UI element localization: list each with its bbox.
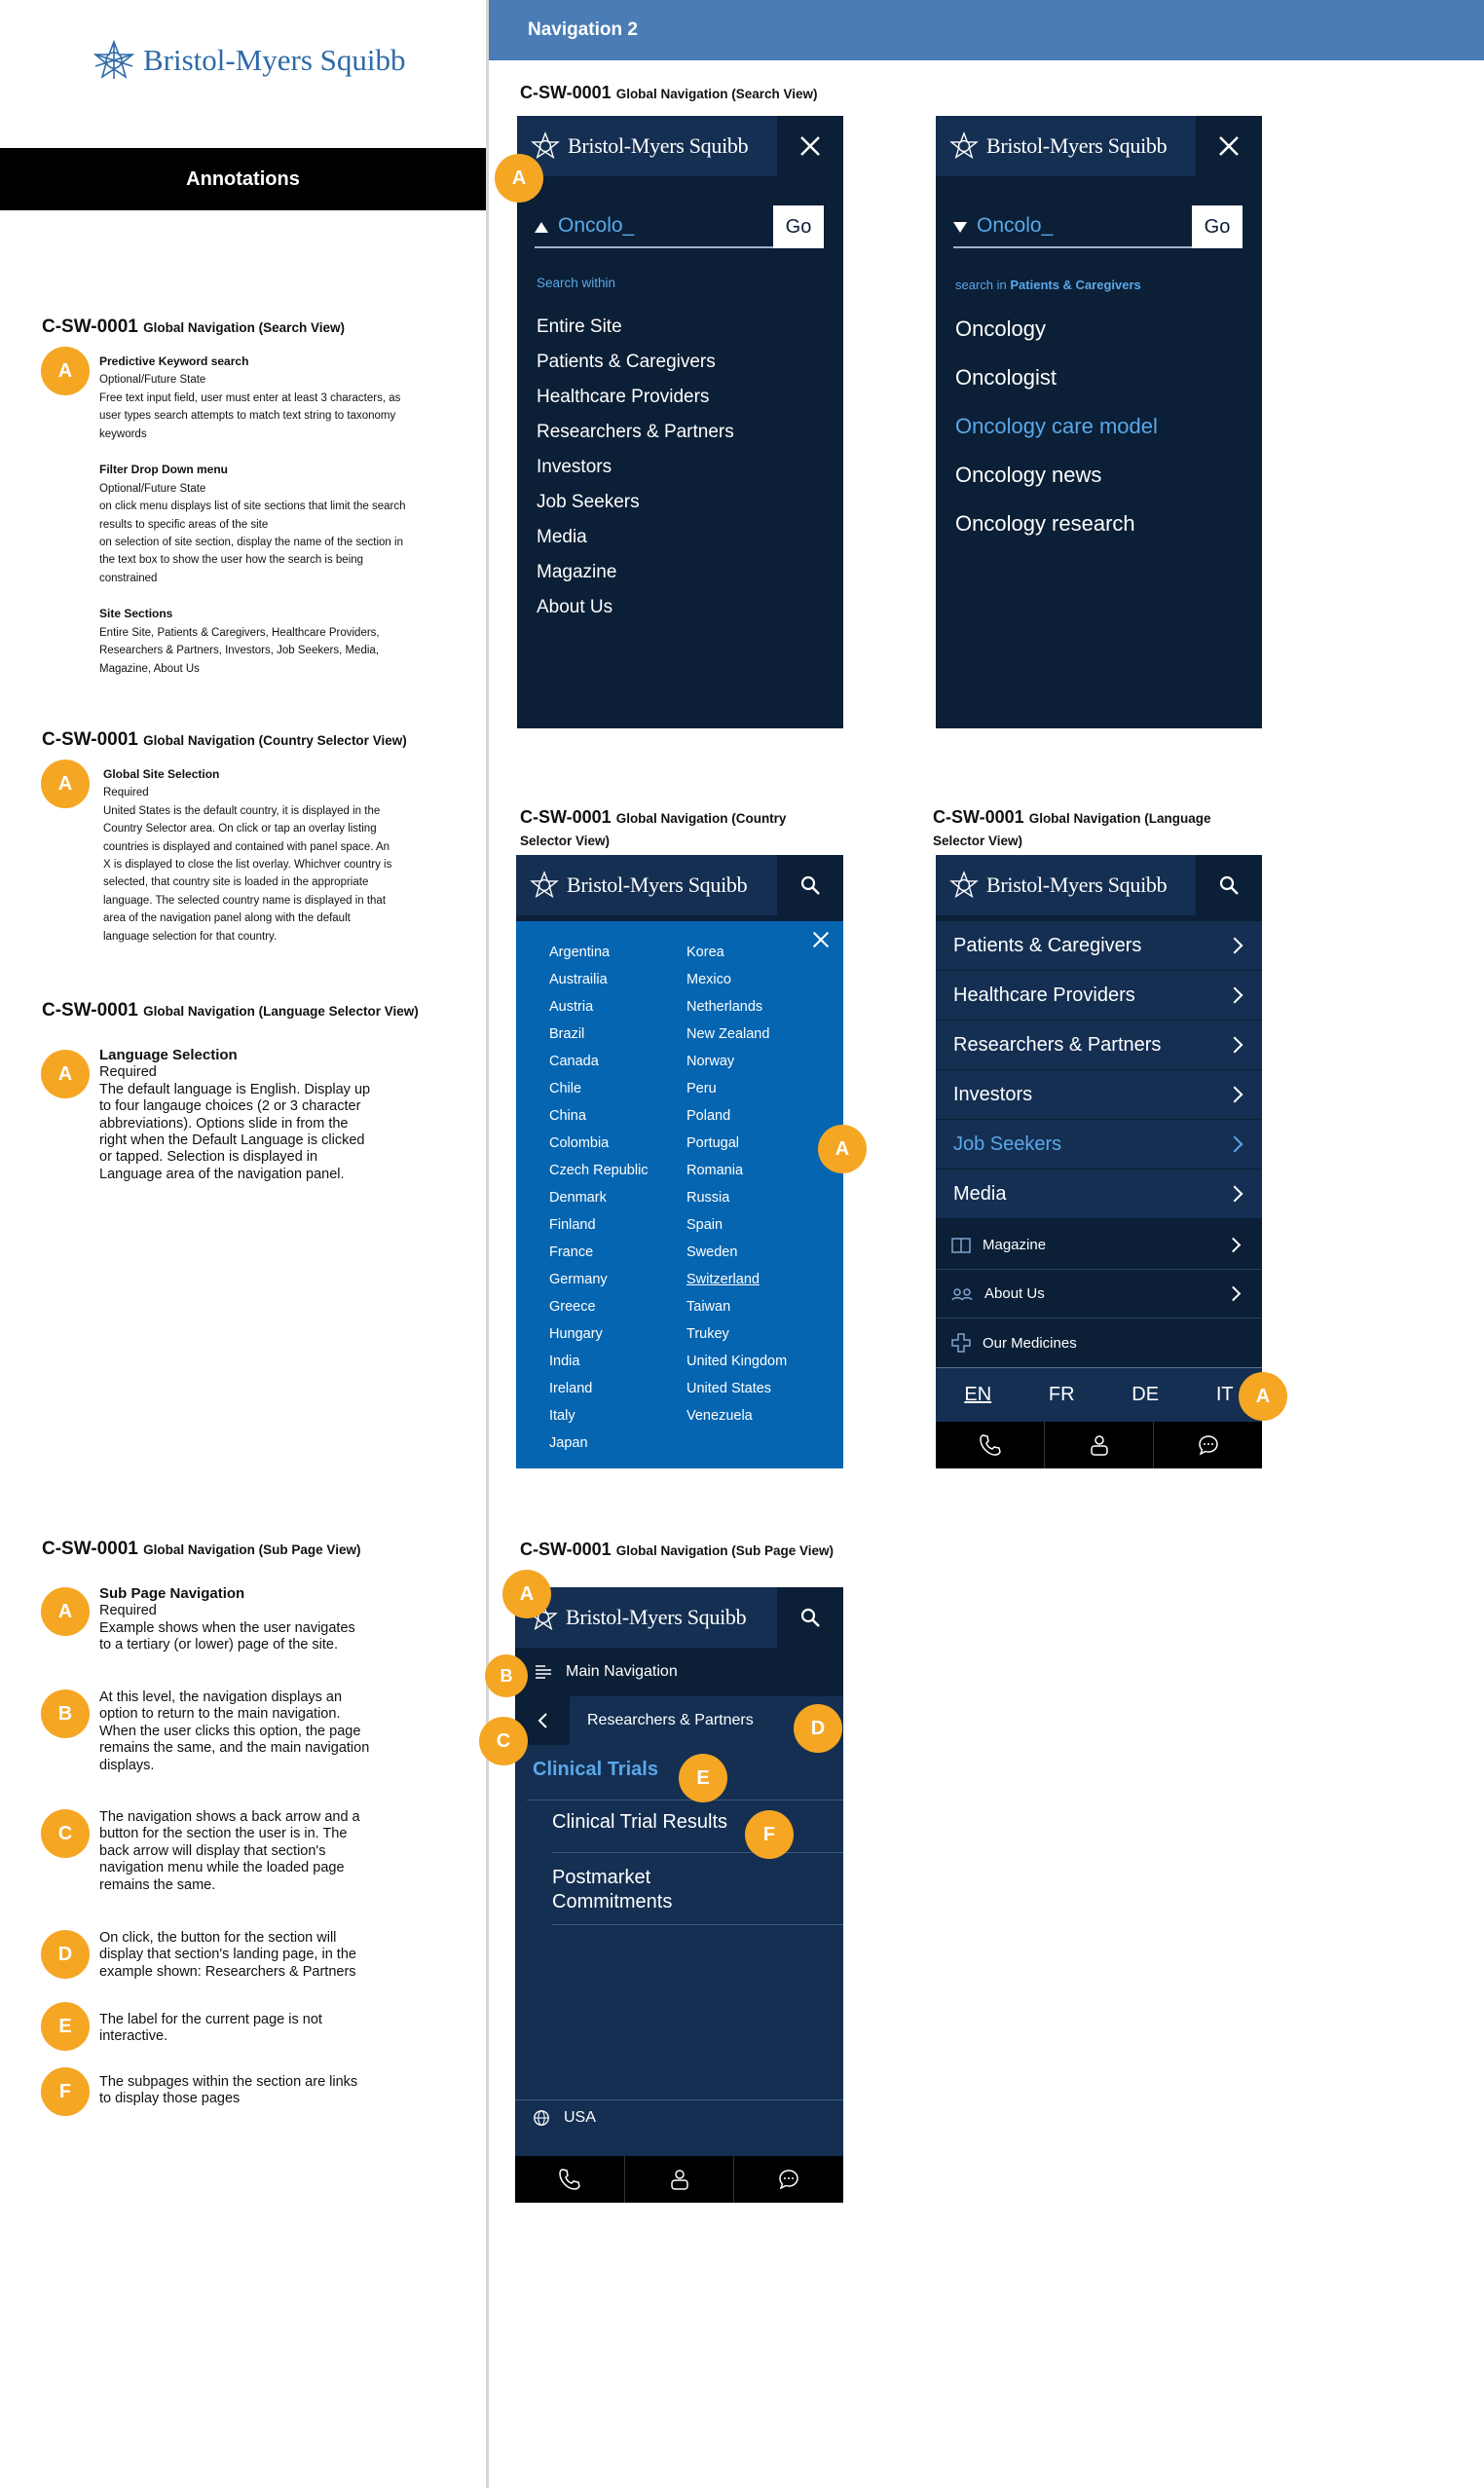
nav-item-patients[interactable]: Patients & Caregivers bbox=[936, 921, 1262, 971]
person-icon bbox=[1088, 1433, 1111, 1457]
country-option[interactable]: Finland bbox=[549, 1217, 596, 1233]
bms-wordmark: Bristol-Myers Squibb bbox=[986, 133, 1168, 158]
country-option[interactable]: Poland bbox=[686, 1108, 731, 1124]
badge-d: D bbox=[41, 1930, 90, 1979]
chevron-right-icon bbox=[1227, 938, 1243, 954]
country-option[interactable]: United Kingdom bbox=[686, 1354, 788, 1369]
go-button[interactable]: Go bbox=[773, 205, 824, 248]
country-option[interactable]: Romania bbox=[686, 1163, 744, 1178]
search-row bbox=[535, 205, 824, 250]
nav-item-media[interactable]: Media bbox=[936, 1170, 1262, 1219]
country-option[interactable]: Argentina bbox=[549, 945, 611, 960]
country-option[interactable]: Hungary bbox=[549, 1326, 603, 1342]
bms-logo bbox=[531, 131, 748, 161]
nav-header bbox=[936, 116, 1262, 176]
page-header bbox=[489, 0, 1484, 60]
search-result[interactable]: Oncology research bbox=[955, 511, 1135, 536]
badge-c: C bbox=[41, 1809, 90, 1858]
bms-wordmark: Bristol-Myers Squibb bbox=[568, 133, 749, 158]
country-option[interactable]: Ireland bbox=[549, 1381, 593, 1396]
search-icon bbox=[799, 874, 821, 896]
bms-star-icon bbox=[531, 131, 560, 161]
country-option[interactable]: Colombia bbox=[549, 1135, 610, 1151]
badge-b: B bbox=[485, 1654, 528, 1697]
bms-star-icon bbox=[93, 39, 135, 82]
language-selector bbox=[936, 1367, 1262, 1422]
bms-logo bbox=[949, 871, 1167, 900]
divider bbox=[515, 2099, 843, 2100]
utility-footer bbox=[515, 2156, 843, 2203]
country-option[interactable]: Trukey bbox=[686, 1326, 729, 1342]
phone-button[interactable] bbox=[515, 2156, 625, 2203]
lang-de[interactable]: DE bbox=[1132, 1384, 1160, 1405]
section-option[interactable]: Investors bbox=[537, 457, 612, 477]
badge-a: A bbox=[1239, 1372, 1287, 1421]
chevron-right-icon bbox=[1227, 987, 1243, 1004]
chevron-right-icon bbox=[1227, 1186, 1243, 1203]
country-option[interactable]: Japan bbox=[549, 1435, 588, 1451]
search-input[interactable]: Oncolo_ bbox=[558, 214, 635, 237]
search-underline bbox=[953, 246, 1194, 248]
chat-button[interactable] bbox=[734, 2156, 843, 2203]
section-option[interactable]: Magazine bbox=[537, 562, 617, 582]
bms-logo bbox=[530, 871, 747, 900]
search-button[interactable] bbox=[777, 855, 843, 915]
badge-a: A bbox=[818, 1125, 867, 1173]
search-view-note: Predictive Keyword search Optional/Future State Free text input field, user must enter at least 3 characters, as user types search attempts to match text string to taxonomy keywords Filter Drop Down menu Optional/Future State on click menu displays list of site sections that limit the search results to specific areas of the site on selection of site section, display the name of the section in the text box to show the user how the search is being constrained Site Sections Entire Site, Patients & Caregivers, Healthcare Providers, Researchers & Partners, Investors, Job Seekers, Media, Magazine, About Us bbox=[99, 354, 406, 675]
main-navigation-button[interactable]: Main Navigation bbox=[515, 1648, 843, 1696]
nav-item-about-us[interactable]: About Us bbox=[936, 1270, 1262, 1318]
phone-search-results bbox=[936, 116, 1262, 728]
close-icon bbox=[812, 931, 830, 948]
badge-e: E bbox=[679, 1754, 727, 1802]
medical-cross-icon bbox=[951, 1333, 971, 1353]
close-button[interactable] bbox=[777, 116, 843, 176]
section-option[interactable]: Media bbox=[537, 527, 587, 547]
globe-icon bbox=[533, 2109, 550, 2127]
country-column-2 bbox=[686, 939, 787, 1430]
language-view-note: Language Selection Required The default language is English. Display up to four langauge choices (2 or 3 character abbreviations). Options slide in from the right when the Default Language is clicked or tapped. Selection is displayed in Language area of the navigation panel. bbox=[99, 1047, 371, 1182]
badge-e: E bbox=[41, 2002, 90, 2051]
subpage-note-e: The label for the current page is not interactive. bbox=[99, 2012, 322, 2045]
search-button[interactable] bbox=[1196, 855, 1262, 915]
country-option[interactable]: Portugal bbox=[686, 1135, 740, 1151]
country-option[interactable]: Denmark bbox=[549, 1190, 607, 1206]
country-option[interactable]: Germany bbox=[549, 1272, 608, 1287]
country-option[interactable]: Russia bbox=[686, 1190, 730, 1206]
search-result[interactable]: Oncology bbox=[955, 316, 1046, 341]
country-option[interactable]: Mexico bbox=[686, 972, 731, 987]
country-option[interactable]: Czech Republic bbox=[549, 1163, 649, 1178]
country-option[interactable]: India bbox=[549, 1354, 580, 1369]
search-input[interactable]: Oncolo_ bbox=[977, 214, 1054, 237]
bms-star-icon bbox=[530, 871, 559, 900]
country-option[interactable]: Switzerland bbox=[686, 1272, 760, 1287]
nav-item-healthcare[interactable]: Healthcare Providers bbox=[936, 971, 1262, 1021]
country-option[interactable]: Korea bbox=[686, 945, 724, 960]
bms-wordmark: Bristol-Myers Squibb bbox=[143, 43, 406, 77]
country-option[interactable]: Netherlands bbox=[686, 999, 763, 1015]
subpage-view-heading: C-SW-0001 Global Navigation (Sub Page View) bbox=[42, 1539, 361, 1559]
search-icon bbox=[799, 1607, 821, 1628]
column-divider bbox=[486, 0, 489, 2488]
nav-header bbox=[516, 855, 843, 915]
search-results-list bbox=[955, 305, 1158, 548]
nav-header bbox=[936, 855, 1262, 915]
country-view-title: C-SW-0001 Global Navigation (Country Selector View) bbox=[520, 807, 787, 848]
search-result[interactable]: Oncology news bbox=[955, 463, 1102, 487]
search-view-heading: C-SW-0001 Global Navigation (Search View) bbox=[42, 316, 345, 337]
chevron-right-icon bbox=[1227, 1037, 1243, 1054]
nav-item-researchers[interactable]: Researchers & Partners bbox=[936, 1021, 1262, 1070]
chevron-right-icon bbox=[1226, 1237, 1242, 1252]
subpage-view-title: C-SW-0001 Global Navigation (Sub Page View) bbox=[520, 1540, 834, 1559]
language-view-heading: C-SW-0001 Global Navigation (Language Selector View) bbox=[42, 1000, 419, 1021]
chat-button[interactable] bbox=[1154, 1422, 1262, 1468]
chevron-right-icon bbox=[1227, 1087, 1243, 1103]
badge-d: D bbox=[794, 1704, 842, 1753]
country-option[interactable]: Austria bbox=[549, 999, 594, 1015]
chevron-right-icon bbox=[1227, 1136, 1243, 1153]
subpage-note-b: At this level, the navigation displays an option to return to the main navigation. When the user clicks this option, the page remains the same, and the main navigation displays. bbox=[99, 1690, 370, 1773]
phone-button[interactable] bbox=[936, 1422, 1045, 1468]
section-option[interactable]: Entire Site bbox=[537, 316, 622, 337]
subpage-note-f: The subpages within the section are links to display those pages bbox=[99, 2074, 358, 2107]
badge-a: A bbox=[41, 347, 90, 395]
nav-item-our-medicines[interactable]: Our Medicines bbox=[936, 1318, 1262, 1367]
bms-star-icon bbox=[949, 131, 979, 161]
magazine-icon bbox=[951, 1238, 971, 1253]
chevron-left-icon bbox=[537, 1712, 548, 1729]
section-option[interactable]: Healthcare Providers bbox=[537, 387, 710, 407]
country-option[interactable]: Greece bbox=[549, 1299, 596, 1315]
search-button[interactable] bbox=[777, 1587, 843, 1648]
phone-icon bbox=[979, 1433, 1002, 1457]
subpage-link-clinical-trial-results[interactable]: Clinical Trial Results bbox=[552, 1811, 728, 1833]
nav-item-job-seekers[interactable]: Job Seekers bbox=[936, 1120, 1262, 1170]
country-column-1 bbox=[549, 939, 649, 1457]
divider bbox=[552, 1924, 843, 1925]
contact-button[interactable] bbox=[625, 2156, 735, 2203]
language-view-title: C-SW-0001 Global Navigation (Language Selector View) bbox=[933, 807, 1211, 848]
country-option[interactable]: Peru bbox=[686, 1081, 717, 1096]
utility-footer bbox=[936, 1422, 1262, 1468]
badge-c: C bbox=[479, 1717, 528, 1765]
country-option[interactable]: Chile bbox=[549, 1081, 582, 1096]
country-overlay bbox=[516, 921, 843, 1468]
lang-fr[interactable]: FR bbox=[1048, 1384, 1075, 1405]
nav-header bbox=[517, 116, 843, 176]
filter-dropdown-toggle[interactable] bbox=[535, 222, 548, 233]
go-button[interactable]: Go bbox=[1192, 205, 1243, 248]
bms-logo bbox=[529, 1603, 746, 1632]
section-option[interactable]: Job Seekers bbox=[537, 492, 640, 512]
menu-lines-icon bbox=[535, 1664, 552, 1680]
badge-f: F bbox=[745, 1810, 794, 1859]
annotations-column bbox=[0, 0, 486, 2488]
subpage-panel bbox=[515, 1745, 843, 2156]
badge-b: B bbox=[41, 1690, 90, 1738]
section-option[interactable]: About Us bbox=[537, 597, 613, 617]
annotations-label: Annotations bbox=[186, 167, 300, 190]
nav-item-investors[interactable]: Investors bbox=[936, 1070, 1262, 1120]
filter-dropdown-toggle[interactable] bbox=[953, 222, 967, 233]
bms-wordmark: Bristol-Myers Squibb bbox=[566, 1605, 747, 1629]
badge-a: A bbox=[41, 1050, 90, 1098]
close-button[interactable] bbox=[812, 931, 830, 953]
bms-logo bbox=[949, 131, 1167, 161]
divider bbox=[527, 1800, 843, 1801]
contact-button[interactable] bbox=[1045, 1422, 1154, 1468]
close-button[interactable] bbox=[1196, 116, 1262, 176]
search-icon bbox=[1218, 874, 1240, 896]
search-within-label: search in Patients & Caregivers bbox=[955, 278, 1141, 292]
divider bbox=[552, 1852, 843, 1853]
bms-star-icon bbox=[949, 871, 979, 900]
country-option[interactable]: New Zealand bbox=[686, 1026, 770, 1042]
country-option[interactable]: China bbox=[549, 1108, 586, 1124]
section-option[interactable]: Researchers & Partners bbox=[537, 422, 734, 442]
badge-a: A bbox=[502, 1570, 551, 1618]
search-within-label: Search within bbox=[537, 276, 616, 290]
country-option[interactable]: Venezuela bbox=[686, 1408, 753, 1424]
badge-a: A bbox=[495, 154, 543, 203]
search-row bbox=[953, 205, 1243, 250]
country-view-heading: C-SW-0001 Global Navigation (Country Selector View) bbox=[42, 729, 407, 750]
nav-header bbox=[515, 1587, 843, 1648]
bms-wordmark: Bristol-Myers Squibb bbox=[986, 873, 1168, 897]
phone-language-view bbox=[936, 855, 1262, 1468]
bms-logo bbox=[93, 39, 406, 82]
subpage-note-d: On click, the button for the section will display that section's landing page, in the example shown: Researchers & Partners bbox=[99, 1930, 356, 1980]
search-view-title: C-SW-0001 Global Navigation (Search View) bbox=[520, 83, 818, 102]
country-option[interactable]: Taiwan bbox=[686, 1299, 731, 1315]
nav-item-magazine[interactable]: Magazine bbox=[936, 1221, 1262, 1270]
chat-icon bbox=[1197, 1433, 1220, 1457]
subpage-note-c: The navigation shows a back arrow and a button for the section the user is in. The back arrow will display that section's navigation menu while the loaded page remains the same. bbox=[99, 1809, 360, 1893]
country-option[interactable]: Sweden bbox=[686, 1244, 738, 1260]
person-icon bbox=[668, 2168, 691, 2191]
chevron-right-icon bbox=[1226, 1285, 1242, 1301]
lang-en[interactable]: EN bbox=[964, 1384, 992, 1405]
country-option[interactable]: Brazil bbox=[549, 1026, 585, 1042]
badge-f: F bbox=[41, 2067, 90, 2116]
country-option[interactable]: France bbox=[549, 1244, 594, 1260]
country-option[interactable]: United States bbox=[686, 1381, 772, 1396]
bms-wordmark: Bristol-Myers Squibb bbox=[567, 873, 748, 897]
phone-country-view bbox=[516, 855, 843, 1468]
section-option[interactable]: Patients & Caregivers bbox=[537, 352, 716, 372]
chat-icon bbox=[777, 2168, 800, 2191]
subpage-note-a: Sub Page Navigation Required Example shows when the user navigates to a tertiary (or lower) page of the site. bbox=[99, 1585, 355, 1653]
country-option[interactable]: Norway bbox=[686, 1054, 735, 1069]
close-icon bbox=[1218, 135, 1240, 157]
current-page-label: Clinical Trials bbox=[533, 1759, 658, 1780]
search-underline bbox=[535, 246, 775, 248]
phone-icon bbox=[558, 2168, 581, 2191]
phone-subpage-view bbox=[515, 1587, 843, 2203]
section-button[interactable]: Researchers & Partners bbox=[570, 1696, 843, 1745]
country-view-note: Global Site Selection Required United States is the default country, it is displayed in the Country Selector area. On click or tap an overlay listing countries is displayed and contained with panel space. An X is displayed to close the list overlay. Whichver country is selected, that country site is loaded in the appropriate language. The selected country name is displayed in that area of the navigation panel along with the default language selection for that country. bbox=[103, 767, 392, 943]
page-title: Navigation 2 bbox=[528, 19, 638, 40]
site-sections-list bbox=[537, 310, 734, 625]
phone-search-view bbox=[517, 116, 843, 728]
search-result[interactable]: Oncologist bbox=[955, 365, 1057, 390]
badge-a: A bbox=[41, 760, 90, 808]
close-icon bbox=[799, 135, 821, 157]
country-option[interactable]: Spain bbox=[686, 1217, 723, 1233]
lang-it[interactable]: IT bbox=[1215, 1384, 1234, 1405]
country-option[interactable]: Italy bbox=[549, 1408, 575, 1424]
people-icon bbox=[951, 1287, 973, 1301]
badge-a: A bbox=[41, 1587, 90, 1636]
annotations-header bbox=[0, 148, 486, 210]
search-result-hover[interactable]: Oncology care model bbox=[955, 414, 1158, 438]
country-option[interactable]: Austrailia bbox=[549, 972, 608, 987]
country-option[interactable]: Canada bbox=[549, 1054, 599, 1069]
subpage-link-postmarket[interactable]: Postmarket Commitments bbox=[552, 1867, 673, 1912]
country-selector[interactable]: USA bbox=[533, 2109, 596, 2127]
